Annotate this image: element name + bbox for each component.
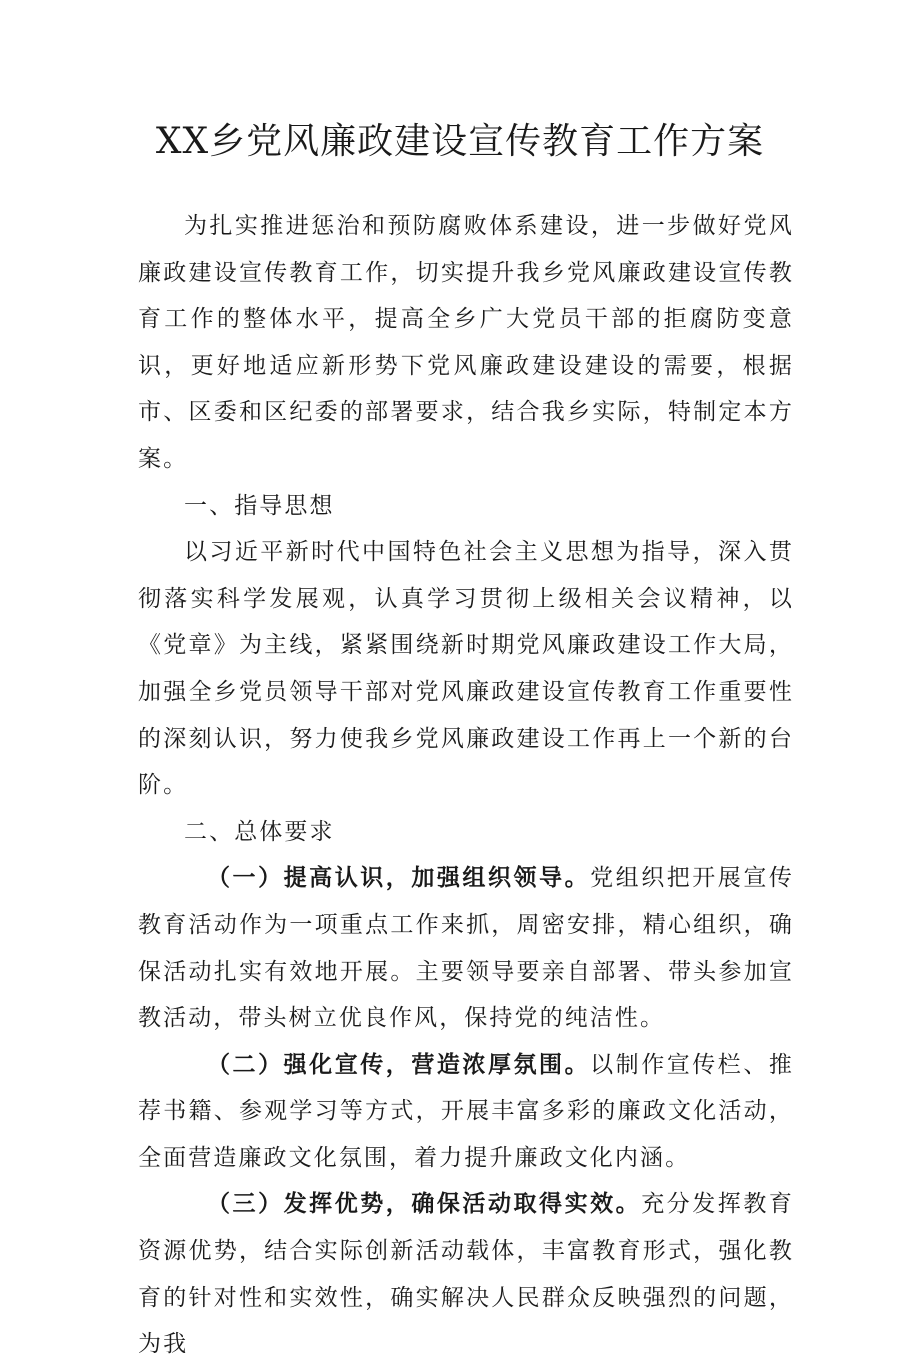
requirement-item-3-text: 充分发挥教育资源优势，结合实际创新活动载体，丰富教育形式，强化教育的针对性和实效性，确实解决人民群众反映强烈的问题，为我 [138,1191,794,1358]
requirement-item-1 [138,855,794,1041]
section-heading-general-requirements: 二、总体要求 [184,818,335,845]
requirement-item-2-text: 以制作宣传栏、推荐书籍、参观学习等方式，开展丰富多彩的廉政文化活动，全面营造廉政文化氛围，着力提升廉政文化内涵。 [138,1051,794,1171]
requirement-item-3-lead: （三）发挥优势，确保活动取得实效。 [207,1191,642,1218]
document-body [138,203,794,1368]
intro-paragraph: 为扎实推进惩治和预防腐败体系建设，进一步做好党风廉政建设宣传教育工作，切实提升我乡党风廉政建设宣传教育工作的整体水平，提高全乡广大党员干部的拒腐防变意识，更好地适应新形势下党风廉政建设建设的需要，根据市、区委和区纪委的部署要求，结合我乡实际，特制定本方案。 [138,213,794,472]
requirement-item-1-lead: （一）提高认识，加强组织领导。 [207,865,591,892]
guiding-ideology-paragraph: 以习近平新时代中国特色社会主义思想为指导，深入贯彻落实科学发展观，认真学习贯彻上级相关会议精神，以《党章》为主线，紧紧围绕新时期党风廉政建设工作大局，加强全乡党员领导干部对党风廉政建设宣传教育工作重要性的深刻认识，努力使我乡党风廉政建设工作再上一个新的台阶。 [138,539,794,799]
requirement-item-1-text: 党组织把开展宣传教育活动作为一项重点工作来抓，周密安排，精心组织，确保活动扎实有效地开展。主要领导要亲自部署、带头参加宣教活动，带头树立优良作风，保持党的纯洁性。 [138,865,794,1032]
requirement-item-2-lead: （二）强化宣传，营造浓厚氛围。 [207,1051,591,1078]
requirement-item-3 [138,1181,794,1367]
document-title: XX乡党风廉政建设宣传教育工作方案 [155,121,765,162]
section-heading-guiding-ideology: 一、指导思想 [184,492,335,519]
requirement-item-2 [138,1042,794,1182]
